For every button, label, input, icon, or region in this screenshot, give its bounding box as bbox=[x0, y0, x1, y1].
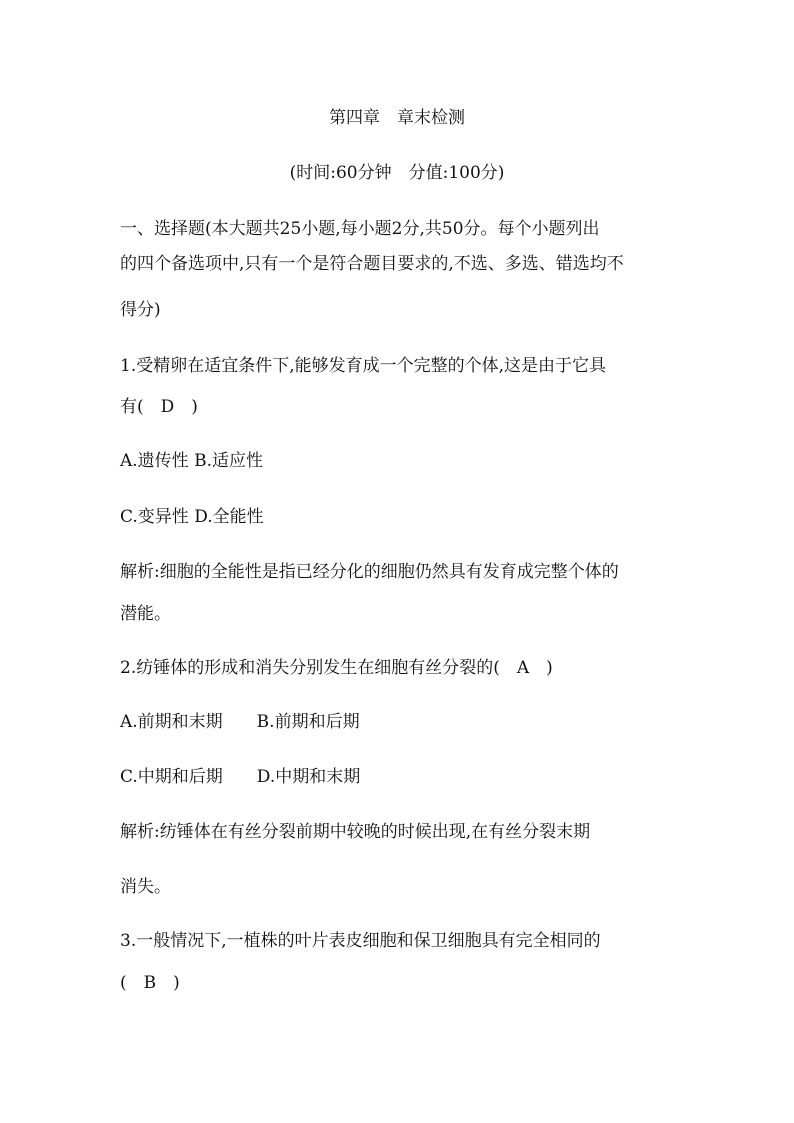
exam-info: (时间:60分钟 分值:100分) bbox=[289, 163, 505, 183]
question-1-stem-line-2: 有( D ) bbox=[120, 397, 198, 417]
section-instructions-line-2: 的四个备选项中,只有一个是符合题目要求的,不选、多选、错选均不 bbox=[120, 254, 624, 274]
question-2-stem-line-1: 2.纺锤体的形成和消失分别发生在细胞有丝分裂的( A ) bbox=[120, 658, 553, 678]
chapter-title: 第四章 章末检测 bbox=[329, 108, 465, 128]
question-3-stem-line-1: 3.一般情况下,一植株的叶片表皮细胞和保卫细胞具有完全相同的 bbox=[120, 931, 601, 951]
question-1-analysis-line-1: 解析:细胞的全能性是指已经分化的细胞仍然具有发育成完整个体的 bbox=[120, 562, 619, 582]
section-instructions-line-1: 一、选择题(本大题共25小题,每小题2分,共50分。每个小题列出 bbox=[120, 219, 600, 239]
question-2-options-line-2: C.中期和后期 D.中期和末期 bbox=[120, 767, 361, 787]
question-2-analysis-line-2: 消失。 bbox=[120, 877, 171, 897]
question-2-analysis-line-1: 解析:纺锤体在有丝分裂前期中较晚的时候出现,在有丝分裂末期 bbox=[120, 822, 591, 842]
question-1-stem-line-1: 1.受精卵在适宜条件下,能够发育成一个完整的个体,这是由于它具 bbox=[120, 356, 607, 376]
question-2-options-line-1: A.前期和末期 B.前期和后期 bbox=[120, 712, 360, 732]
question-1-options-line-2: C.变异性 D.全能性 bbox=[120, 507, 264, 527]
question-1-analysis-line-2: 潜能。 bbox=[120, 604, 171, 624]
question-1-options-line-1: A.遗传性 B.适应性 bbox=[120, 451, 263, 471]
section-instructions-line-3: 得分) bbox=[120, 300, 161, 320]
question-3-stem-line-2: ( B ) bbox=[120, 973, 180, 993]
